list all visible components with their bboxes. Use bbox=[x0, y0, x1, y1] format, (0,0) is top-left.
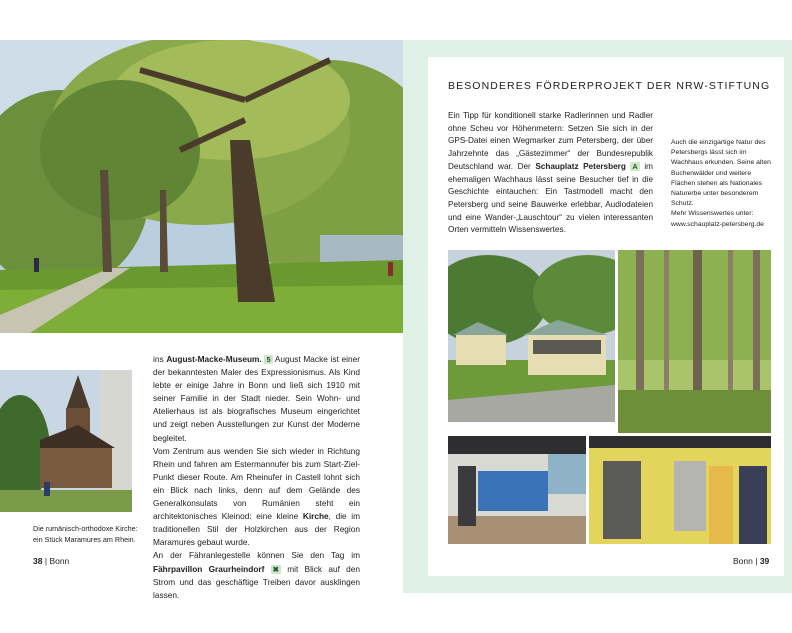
church-photo bbox=[0, 370, 132, 512]
text-run: August Macke ist einer der bekanntesten Maler des Expressionismus. Als Kind lebte er einige Jahre in Bonn und ließ sich 1910 mit seiner Familie in der Stadt nieder. Sein Wohn- und Atelierhaus ist als biografisches Museum eingerichtet und zeigt neben Ausstellungen zur Kunst der Moderne begleitet. bbox=[153, 354, 360, 443]
photo-wachhaus bbox=[448, 250, 615, 422]
text-run: im ehemaligen Wachhaus lässt seine Besucher tief in die Geschichte eintauchen: Ein Tastmodell macht den Petersberg und seine Bauwerke erlebbar, Audiodateien und eine Wander-„Lauschtour“ zu vielen interessanten Orten vermitteln Wissenswertes. bbox=[448, 161, 653, 235]
side-note-more: Mehr Wissenswertes unter: bbox=[671, 210, 754, 218]
marker-badge-5: 5 bbox=[266, 355, 271, 364]
schauplatz-label: Schauplatz Petersberg bbox=[535, 161, 626, 171]
text-run: , die im traditionellen Stil der Holzkirchen aus der Region Maramures gebaut wurde. bbox=[153, 511, 360, 548]
page-footer-left bbox=[33, 556, 69, 566]
church-caption: Die rumänisch-orthodoxe Kirche: ein Stück Maramures am Rhein. bbox=[33, 524, 138, 544]
macke-museum-label: August-Macke-Museum. bbox=[166, 354, 262, 364]
text-run: An der Fähranlegestelle können Sie den Tag im bbox=[153, 550, 360, 561]
footer-city: Bonn bbox=[49, 556, 70, 566]
right-body-text bbox=[448, 110, 653, 237]
text-run: Vom Zentrum aus wenden Sie sich wieder in Richtung Rhein und fahren am Estermannufer bis zum Start-Ziel-Punkt dieser Route. Am Rheinufer in Castell lohnt sich ein Blick nach links, denn auf dem Gelände des Generalkonsulats von Rumänien steht ein architektonisches Kleinod: eine kleine bbox=[153, 445, 360, 522]
text-run: ins bbox=[153, 354, 167, 364]
restaurant-icon: ✖ bbox=[272, 564, 279, 574]
text-run: Ein Tipp für konditionell starke Radlerinnen und Radler ohne Scheu vor Höhenmetern: Setzen Sie sich in der GPS-Datei einen Wegmarker zum Petersberg, der über Jahrzehnte das „Gästezimmer“ der Bundesrepublik Deutschland war. Der bbox=[448, 111, 653, 171]
text-run: mit Blick auf den Strom und das geschäftige Treiben davor ausklingen lassen. bbox=[153, 563, 360, 600]
hero-photo-rhine-park bbox=[0, 40, 403, 333]
left-body-text bbox=[153, 353, 360, 602]
section-heading: BESONDERES FÖRDERPROJEKT DER NRW-STIFTUNG bbox=[448, 80, 771, 92]
page-footer-right bbox=[733, 556, 769, 566]
kirche-label: Kirche bbox=[302, 511, 329, 522]
side-note bbox=[671, 138, 776, 230]
page-number: 39 bbox=[759, 556, 770, 566]
footer-separator: | bbox=[44, 556, 48, 566]
marker-badge-a: A bbox=[632, 161, 638, 171]
photo-beech-forest bbox=[618, 250, 771, 433]
footer-city: Bonn bbox=[733, 556, 753, 566]
page-number: 38 bbox=[33, 556, 43, 566]
photo-exhibition-portraits bbox=[589, 436, 771, 544]
faehrpavillon-label: Fährpavillon Graurheindorf bbox=[153, 563, 265, 574]
footer-separator: | bbox=[755, 556, 758, 566]
side-note-url: www.schauplatz-petersberg.de bbox=[671, 220, 764, 228]
side-note-text: Auch die einzigartige Natur des Petersbergs lässt sich im Wachhaus erkunden. Seine alten Buchenwälder und weitere Flächen stehen als Nationales Naturerbe unter besonderem Schutz. bbox=[671, 139, 771, 208]
photo-exhibition-room bbox=[448, 436, 586, 544]
